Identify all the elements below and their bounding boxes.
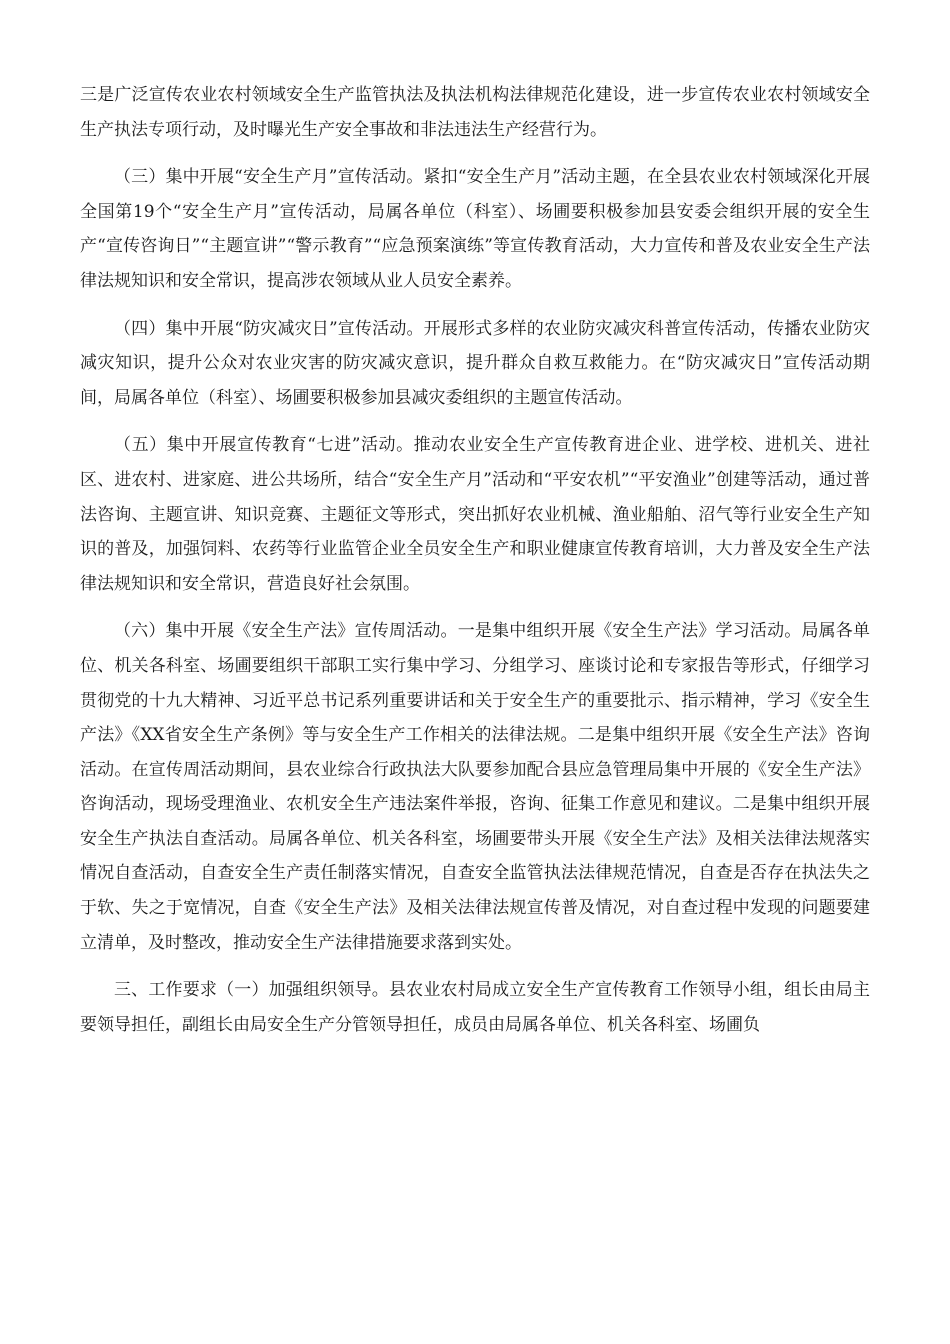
paragraph-work-requirements: 三、工作要求（一）加强组织领导。县农业农村局成立安全生产宣传教育工作领导小组，组长由局主要领导担任，副组长由局安全生产分管领导担任，成员由局属各单位、机关各科室、场圃负 bbox=[80, 980, 870, 1035]
paragraph-safety-month-activity: （三）集中开展“安全生产月”宣传活动。紧扣“安全生产月”活动主题，在全县农业农村领域深化开展全国第19个“安全生产月”宣传活动，局属各单位（科室）、场圃要积极参加县安委会组织开展的安全生产“宣传咨询日”“主题宣讲”“警示教育”“应急预案演练”等宣传教育活动，大力宣传和普及农业安全生产法律法规知识和安全常识，提高涉农领域从业人员安全素养。 bbox=[80, 167, 870, 291]
paragraph-seven-entries-activity: （五）集中开展宣传教育“七进”活动。推动农业安全生产宣传教育进企业、进学校、进机关、进社区、进农村、进家庭、进公共场所，结合“安全生产月”活动和“平安农机”“平安渔业”创建等活动，通过普法咨询、主题宣讲、知识竞赛、主题征文等形式，突出抓好农业机械、渔业船舶、沼气等行业安全生产知识的普及，加强饲料、农药等行业监管企业全员安全生产和职业健康宣传教育培训，大力普及安全生产法律法规知识和安全常识，营造良好社会氛围。 bbox=[80, 435, 870, 594]
paragraph-safety-supervision-publicity: 三是广泛宣传农业农村领域安全生产监管执法及执法机构法律规范化建设，进一步宣传农业农村领域安全生产执法专项行动，及时曝光生产安全事故和非法违法生产经营行为。 bbox=[80, 85, 870, 140]
document-body bbox=[80, 78, 870, 1055]
paragraph-safety-law-week: （六）集中开展《安全生产法》宣传周活动。一是集中组织开展《安全生产法》学习活动。局属各单位、机关各科室、场圃要组织干部职工实行集中学习、分组学习、座谈讨论和专家报告等形式，仔细学习贯彻党的十九大精神、习近平总书记系列重要讲话和关于安全生产的重要批示、指示精神，学习《安全生产法》《XX省安全生产条例》等与安全生产工作相关的法律法规。二是集中组织开展《安全生产法》咨询活动。在宣传周活动期间，县农业综合行政执法大队要参加配合县应急管理局集中开展的《安全生产法》咨询活动，现场受理渔业、农机安全生产违法案件举报，咨询、征集工作意见和建议。二是集中组织开展安全生产执法自查活动。局属各单位、机关各科室，场圃要带头开展《安全生产法》及相关法律法规落实情况自查活动，自查安全生产责任制落实情况，自查安全监管执法法律规范情况，自查是否存在执法失之于软、失之于宽情况，自查《安全生产法》及相关法律法规宣传普及情况，对自查过程中发现的问题要建立清单，及时整改，推动安全生产法律措施要求落到实处。 bbox=[80, 621, 870, 953]
paragraph-disaster-prevention-day: （四）集中开展“防灾减灾日”宣传活动。开展形式多样的农业防灾减灾科普宣传活动，传播农业防灾减灾知识，提升公众对农业灾害的防灾减灾意识，提升群众自救互救能力。在“防灾减灾日”宣传活动期间，局属各单位（科室）、场圃要积极参加县减灾委组织的主题宣传活动。 bbox=[80, 318, 870, 408]
